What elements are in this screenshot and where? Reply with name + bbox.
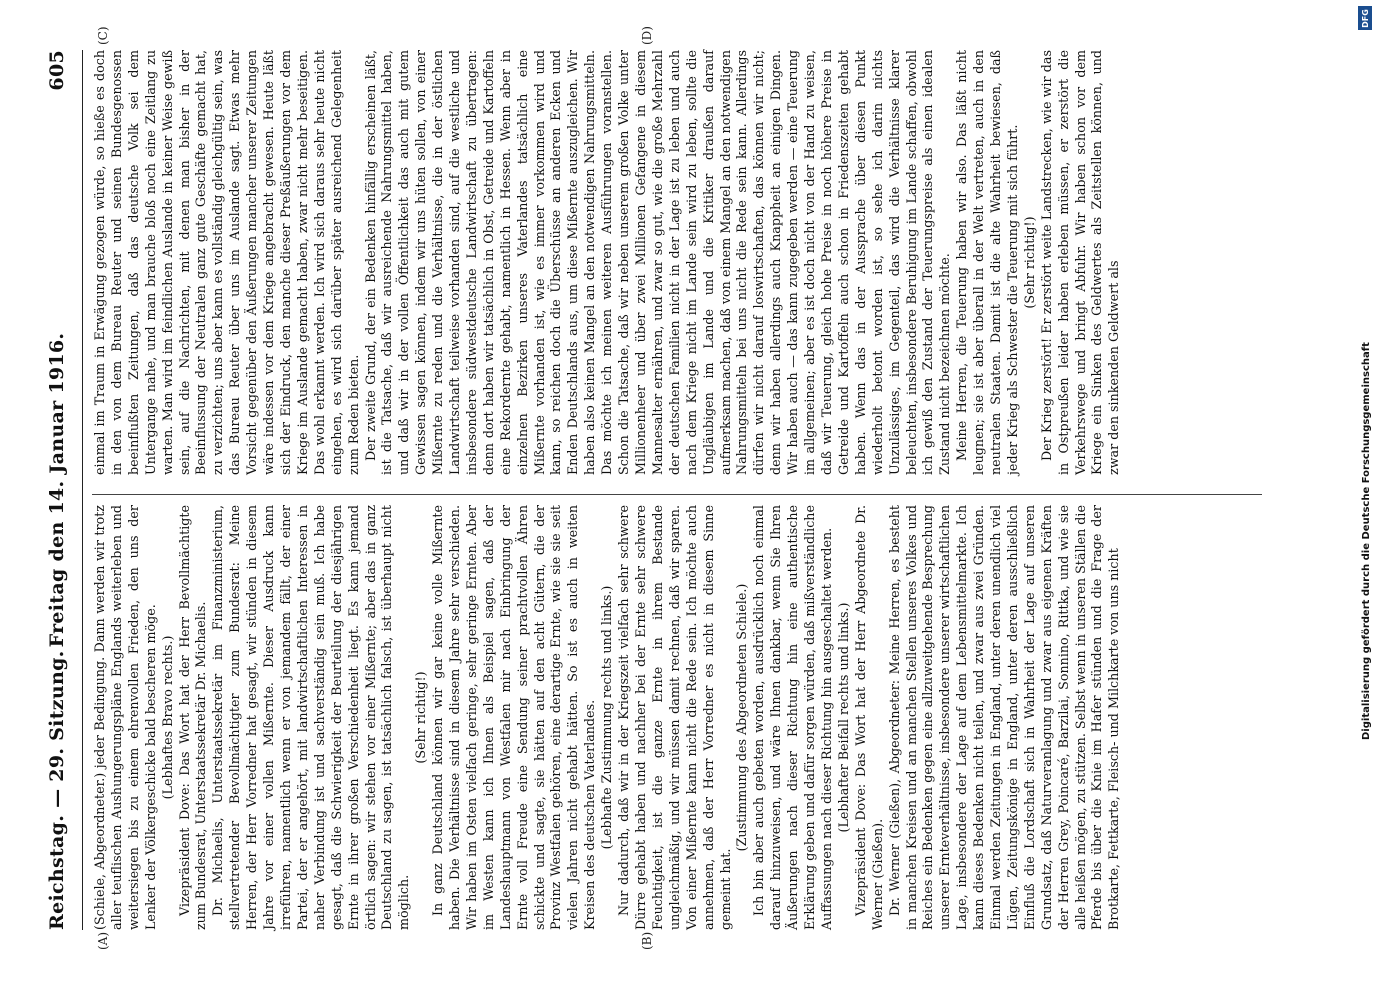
margin-letter-b: (B) bbox=[640, 931, 654, 950]
margin-letter-c: (C) bbox=[96, 26, 110, 45]
paragraph: Der zweite Grund, der ein Bedenken hinfällig erscheinen läßt, ist die Tatsache, daß wir ausreichende Nahrungsmittel haben, und daß wir in der vollen Öffentlichkeit das auch mit gutem Gewissen sagen können, indem wir uns hüten sollen, von einer Mißernte zu reden und die Verhältnisse, die in der östlichen Landwirtschaft teilweise vorhanden sind, auf die westliche und insbesondere südwestdeutsche Landwirtschaft zu übertragen: denn dort haben wir tatsächlich in Obst, Getreide und Kartoffeln eine Rekordernte gehabt, namentlich in Hessen. Wenn aber in einzelnen Bezirken unseres Vaterlandes tatsächlich eine Mißernte vorhanden ist, wie es immer vorkommen wird und kann, so reichen doch die Überschüsse an anderen Ecken und Enden Deutschlands aus, um diese Mißernte auszugleichen. Wir haben also keinen Mangel an den notwendigen Nahrungsmitteln. Das möchte ich meinen weiteren Ausführungen voranstellen. Schon die Tatsache, daß wir neben unserem großen Volke unter Millionenheer und über zwei Millionen Gefangene in diesem Mannesalter ernähren, und zwar so gut, wie die große Mehrzahl der deutschen Familien nicht in der Lage ist zu leben und auch nach dem Kriege nicht im Lande sein wird zu leben, sollte die Ungläubigen im Lande und die Kritiker draußen darauf aufmerksam machen, daß von einem Mangel an den notwendigen Nahrungsmitteln bei uns nicht die Rede sein kann. Allerdings dürfen wir nicht darauf loswirtschaften, das können wir nicht; denn wir haben allerdings auch Knappheit an einigen Dingen. Wir haben auch — das kann zugegeben werden — eine Teuerung im allgemeinen; aber es ist doch nicht von der Hand zu weisen, daß wir Teuerung, gleich hohe Preise in noch höhere Preise in Getreide und Kartoffeln auch schon in Friedenszeiten gehabt haben. Wenn das in der Aussprache über diesen Punkt wiederholt betont worden ist, so sehe ich darin nichts Unzulässiges, im Gegenteil, das wird die Verhältnisse klarer beleuchten, insbesondere Beruhigung im Lande schaffen, obwohl ich gewiß den Zustand der Teuerungspreise als einen idealen Zustand nicht bezeichnen möchte. bbox=[362, 50, 953, 475]
page-number: 605 bbox=[46, 50, 68, 91]
page-header bbox=[40, 50, 74, 930]
paragraph: (Sehr richtig!) bbox=[1021, 216, 1037, 309]
paragraph: Dr. Michaelis, Unterstaatssekretär im Finanzministerium, stellvertretender Bevollmächtigter zum Bundesrat: Meine Herren, der Herr Vorredner hat gesagt, wir stünden in diesem Jahre vor einer vollen Mißernte. Dieser Ausdruck kann irreführen, namentlich wenn er von jemandem fällt, der einer Partei, der er angehört, mit landwirtschaftlichen Interessen in naher Verbindung ist und sachverständig sein muß. Ich habe gesagt, daß die Schwierigkeit der Beurteilung der diesjährigen Ernte in ihrer großen Verschiedenheit liegt. Es kann jemand örtlich sagen: wir stehen vor einer Mißernte; aber das in ganz Deutschland zu sagen, ist tatsächlich falsch, ist überhaupt nicht möglich. bbox=[210, 505, 412, 930]
paragraph: Meine Herren, die Teuerung haben wir also. Das läßt nicht leugnen; sie ist aber überall in der Welt vertreten, auch in den neutralen Staaten. Damit ist die alte Wahrheit bewiesen, daß jeder Krieg als Schwester die Teuerung mit sich führt. bbox=[954, 50, 1020, 475]
paragraph: (Sehr richtig!) bbox=[413, 671, 429, 764]
margin-letter-d: (D) bbox=[640, 26, 654, 45]
paragraph: (Lebhafte Zustimmung rechts und links.) bbox=[599, 585, 615, 850]
dfg-sidebar bbox=[1345, 0, 1383, 1000]
paragraph: Ich bin aber auch gebeten worden, ausdrücklich noch einmal darauf hinzuweisen, und wäre Ihnen dankbar, wenn Sie Ihren Äußerungen nach dieser Richtung hin eine authentische Erklärung geben und dafür sorgen würden, daß mißverständliche Auffassungen nach dieser Richtung hin ausgeschaltet werden. bbox=[751, 505, 834, 930]
header-rule bbox=[82, 50, 83, 930]
header-center: Freitag den 14. Januar 1916. bbox=[46, 332, 68, 648]
dfg-credit-text: Digitalisierung gefördert durch die Deutsche Forschungsgemeinschaft bbox=[1361, 342, 1372, 740]
dfg-logo: DFG bbox=[1358, 6, 1372, 30]
column-divider bbox=[92, 494, 1262, 495]
paragraph: In ganz Deutschland können wir gar keine volle Mißernte haben. Die Verhältnisse sind in diesem Jahre sehr verschieden. Wir haben im Osten vielfach geringe, sehr geringe Ernten. Aber im Westen kann ich Ihnen als Beispiel sagen, daß der Landeshauptmann von Westfalen mir nach Einbringung der Ernte voll Freude eine Sendung seiner prachtvollen Ähren schickte und sagte, sie hätten auf den acht Gütern, die der Provinz Westfalen gehören, eine derartige Ernte, wie sie sie seit vielen Jahren nicht gehabt hätten. So ist es auch in weiten Kreisen des deutschen Vaterlandes. bbox=[430, 505, 598, 930]
paragraph: (Zustimmung des Abgeordneten Schiele.) bbox=[734, 583, 750, 852]
paragraph: Vizepräsident Dove: Das Wort hat der Herr Bevollmächtigte zum Bundesrat, Unterstaatssekretär Dr. Michaelis. bbox=[176, 505, 209, 930]
paragraph: Dr. Werner (Gießen), Abgeordneter: Meine Herren, es besteht in manchen Kreisen und an manchen Stellen unseres Volkes und Reiches ein Bedenken gegen eine allzuweitgehende Besprechung unserer Ernteverhältnisse, insbesondere unserer wirtschaftlichen Lage, insbesondere der Lage auf dem Lebensmittelmarkte. Ich kann dieses Bedenken nicht teilen, und zwar aus zwei Gründen. Einmal werden Zeitungen in England, unter deren unendlich viel Lügen, Zeitungskönige in England, unter deren ausschließlich Einfluß die Lordschaft sich in Wahrheit der Lage auf unseren Grundsatz, daß Naturveranlagung und zwar aus eigenen Kräften der Herren Grey, Poincaré, Barzilai, Sonnino, Rittka, und wie sie alle heißen mögen, zu stützen. Selbst wenn in unseren Ställen die Pferde bis über die Knie im Hafer stünden und die Frage der Brotkarte, Fettkarte, Fleisch- und Milchkarte von uns nicht bbox=[886, 505, 1122, 930]
paragraph: Der Krieg zerstört! Er zerstört weite Landstrecken, wie wir das in Ostpreußen leider haben erleben müssen, er zerstört die Verkehrswege und bringt Abfuhr. Wir haben schon vor dem Kriege ein Sinken des Geldwertes als Zeitstellen können, und zwar den sinkenden Geldwert als bbox=[1038, 50, 1122, 475]
right-column bbox=[92, 50, 1262, 475]
paragraph: (Schiele, Abgeordneter.) jeder Bedingung. Dann werden wir trotz aller teuflischen Aushungerungspläne Englands weiterleben und weitersiegen bis zu einem ehrenvollen Frieden, den uns der Lenker der Völkergeschicke bald bescheren möge. bbox=[92, 505, 158, 930]
margin-letter-a: (A) bbox=[96, 931, 110, 950]
paragraph: einmal im Traum in Erwägung gezogen würde, so hieße es doch in den von dem Bureau Reuter und seinen Bundesgenossen beeinflußten Zeitungen, daß das deutsche Volk sei dem Untergange nahe, und man brauche bloß noch eine Zeitlang zu warten. Man wird im feindlichen Auslande in keiner Weise gewiß sein, auf die Nachrichten, mit denen man bisher in der Beeinflussung der Neutralen ganz gute Geschäfte gemacht hat, zu verzichten; uns aber kann es vollständig gleichgültig sein, was das Bureau Reuter über uns im Auslande sagt. Etwas mehr Vorsicht gegenüber den Äußerungen mancher unserer Zeitungen wäre indessen vor dem Kriege angebracht gewesen. Heute läßt sich der Eindruck, den manche dieser Preßäußerungen vor dem Kriege im Auslande gemacht haben, zwar nicht mehr beseitigen. Das wohl erkannt werden. Ich wird sich daraus sehr heute nicht eingehen, es wird sich darüber später ausreichend Gelegenheit zum Reden bieten. bbox=[92, 50, 361, 475]
paragraph: (Lebhafter Beifall rechts und links.) bbox=[835, 602, 851, 833]
paragraph: Nur dadurch, daß wir in der Kriegszeit vielfach sehr schwere Dürre gehabt haben und nachher bei der Ernte sehr schwere Feuchtigkeit, ist die ganze Ernte in ihrem Bestande ungleichmäßig, und wir müssen damit rechnen, daß wir sparen. Von einer Mißernte kann nicht die Rede sein. Ich möchte auch annehmen, daß der Herr Vorredner es nicht in diesem Sinne gemeint hat. bbox=[616, 505, 733, 930]
paragraph: Vizepräsident Dove: Das Wort hat der Herr Abgeordnete Dr. Werner (Gießen). bbox=[852, 505, 885, 930]
paragraph: (Lebhaftes Bravo rechts.) bbox=[159, 635, 175, 800]
left-column bbox=[92, 505, 1262, 930]
header-left: Reichstag. — 29. Sitzung. bbox=[46, 650, 68, 930]
